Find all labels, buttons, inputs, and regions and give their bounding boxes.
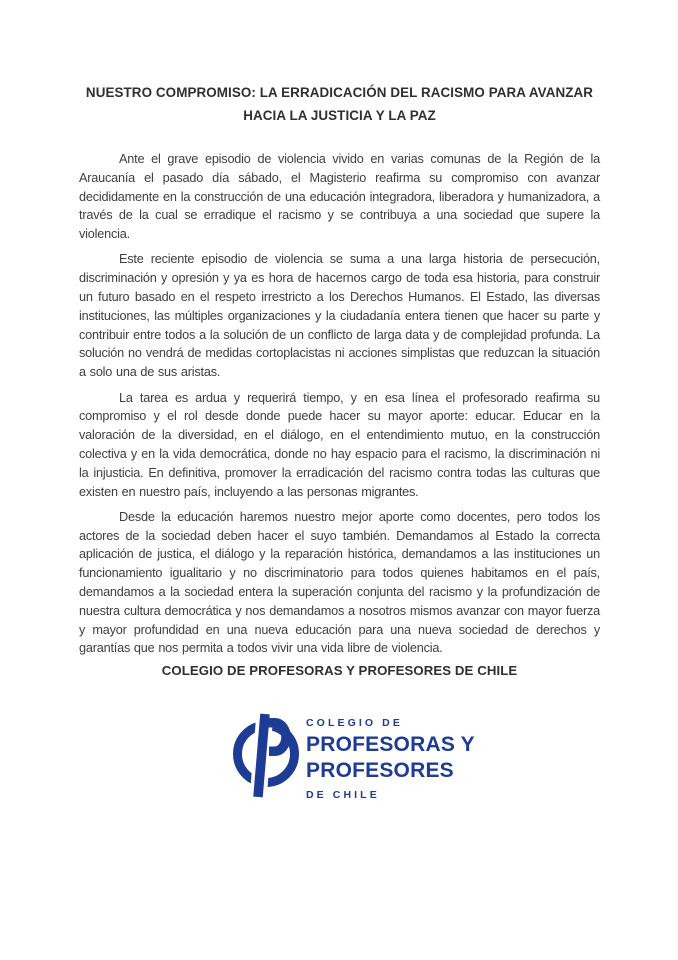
paragraph-3: La tarea es ardua y requerirá tiempo, y en esa línea el profesorado reafirma su compromiso y el rol desde donde puede hacer su mayor aporte: educar. Educar en la valoración de la diversidad, en el diálogo, en el entendimiento mutuo, en la construcción colectiva y en la vida democrática, donde no hay espacio para el racismo, la discriminación ni la injusticia. En definitiva, promover la erradicación del racismo contra todas las culturas que existen en nuestro país, incluyendo a las personas migrantes. bbox=[79, 390, 600, 499]
document-body bbox=[79, 80, 600, 665]
logo-line-de-chile: DE CHILE bbox=[306, 789, 380, 801]
logo-line-profesores: PROFESORES bbox=[306, 758, 454, 782]
signature-line: COLEGIO DE PROFESORAS Y PROFESORES DE CHILE bbox=[161, 663, 518, 678]
logo-line-profesoras: PROFESORAS Y bbox=[306, 733, 475, 756]
paragraph-4: Desde la educación haremos nuestro mejor aporte como docentes, pero todos los actores de la sociedad deben hacer el suyo también. Demandamos al Estado la correcta aplicación de justica, el diálogo y la reparación histórica, demandamos a las instituciones un funcionamiento igualitario y no discriminatorio para todos quienes habitamos en el país, demandamos a la sociedad entera la superación conjunta del racismo y la profundización de nuestra cultura democrática y nos demandamos a nosotros mismos avanzar con mayor fuerza y mayor profundidad en una nueva educación para una nueva sociedad de derechos y garantías que nos permita a todos vivir una vida libre de violencia. bbox=[79, 509, 600, 656]
document-title-line2: HACIA LA JUSTICIA Y LA PAZ bbox=[243, 107, 436, 123]
organization-logo bbox=[233, 710, 475, 802]
logo-wordmark bbox=[306, 710, 475, 801]
paragraph-2: Este reciente episodio de violencia se suma a una larga historia de persecución, discriminación y opresión y ya es hora de hacernos cargo de toda esa historia, para construir un futuro basado en el respeto irrestricto a los Derechos Humanos. El Estado, las diversas instituciones, las múltiples organizaciones y la ciudadanía entera tienen que hacer su parte y contribuir entre todos a la solución de un conflicto de larga data y de complejidad profunda. La solución no vendrá de medidas cortoplacistas ni acciones simplistas que reduzcan la situación a solo una de sus aristas. bbox=[79, 252, 600, 380]
cp-monogram-icon bbox=[233, 710, 301, 802]
document-title-line1: NUESTRO COMPROMISO: LA ERRADICACIÓN DEL RACISMO PARA AVANZAR bbox=[85, 85, 594, 100]
paragraph-1: Ante el grave episodio de violencia vivido en varias comunas de la Región de la Araucanía el pasado día sábado, el Magisterio reafirma su compromiso con avanzar decididamente en la construcción de una educación integradora, liberadora y humanizadora, a través de la cual se erradique el racismo y se contribuya a una sociedad que supere la violencia. bbox=[79, 152, 600, 242]
document-title bbox=[79, 80, 600, 127]
logo-line-colegio-de: COLEGIO DE bbox=[306, 717, 403, 729]
